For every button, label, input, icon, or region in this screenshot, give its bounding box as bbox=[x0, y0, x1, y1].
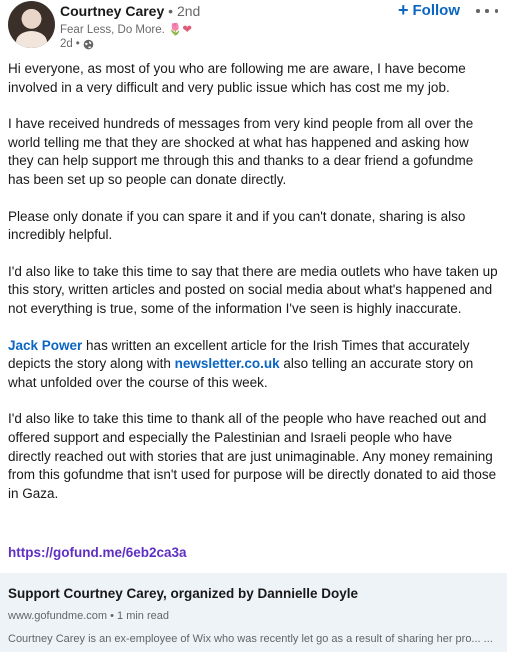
newsletter-link[interactable]: newsletter.co.uk bbox=[174, 356, 280, 372]
author-headline bbox=[60, 22, 192, 36]
avatar-figure bbox=[16, 31, 47, 48]
post-time[interactable]: 2d bbox=[60, 38, 73, 50]
headline-emojis: 🌷❤ bbox=[168, 24, 192, 36]
post-body bbox=[8, 60, 498, 521]
card-description: Courtney Carey is an ex-employee of Wix who was recently let go as a result of sharing her pro... ... bbox=[8, 633, 493, 645]
author-name[interactable]: Courtney Carey bbox=[60, 3, 165, 19]
post-paragraph-4: I'd also like to take this time to say that there are media outlets who have taken up this story, written articles and posted on social media about what's happened and not everything is true, some of the information I've seen is highly inaccurate. bbox=[8, 263, 498, 316]
globe-icon bbox=[83, 39, 94, 50]
connection-degree: 2nd bbox=[176, 3, 201, 19]
headline-text: Fear Less, Do More. bbox=[60, 24, 165, 36]
author-line bbox=[60, 3, 200, 19]
post-paragraph-6: I'd also like to take this time to thank all of the people who have reached out and offered support and especially the Palestinian and Israeli people who have directly reached out with stories that are just unimaginable. Any money remaining from this gofundme that isn't used for purpose will be directly donated to aid those in Gaza. bbox=[8, 411, 497, 501]
plus-icon: + bbox=[398, 0, 409, 20]
follow-button[interactable] bbox=[398, 1, 460, 19]
ellipsis-icon bbox=[476, 9, 480, 13]
gofundme-link[interactable]: https://gofund.me/6eb2ca3a bbox=[8, 545, 187, 560]
mention-link[interactable]: Jack Power bbox=[8, 337, 83, 353]
more-options-button[interactable] bbox=[476, 2, 498, 20]
post-paragraph-3: Please only donate if you can spare it and if you can't donate, sharing is also incredibly helpful. bbox=[8, 208, 466, 243]
post-header bbox=[0, 0, 507, 56]
avatar[interactable] bbox=[8, 1, 55, 48]
card-read-time: 1 min read bbox=[117, 610, 170, 622]
degree-separator: • bbox=[168, 3, 174, 19]
post-paragraph-2: I have received hundreds of messages from very kind people from all over the world telling me that they are shocked at what has happened and asking how they can help support me through this and thanks to a dear friend a gofundme has been set up so people can donate directly. bbox=[8, 116, 474, 187]
post-paragraph-1: Hi everyone, as most of you who are following me are aware, I have become involved in a very difficult and very public issue which has cost me my job. bbox=[8, 61, 466, 95]
ellipsis-icon-dot bbox=[495, 9, 499, 13]
card-meta bbox=[8, 610, 169, 622]
meta-separator: • bbox=[75, 38, 80, 50]
post-meta bbox=[60, 38, 94, 50]
follow-label: Follow bbox=[412, 1, 461, 19]
paragraph-5-text-b: also telling an accurate story on what unfolded over the course of this week. bbox=[8, 356, 474, 390]
card-separator: • bbox=[110, 610, 114, 622]
paragraph-5-text-a: has written an excellent article for the Irish Times that accurately depicts the story along with bbox=[8, 337, 470, 372]
card-domain: www.gofundme.com bbox=[8, 610, 108, 622]
link-preview-card[interactable] bbox=[0, 573, 507, 652]
card-title[interactable]: Support Courtney Carey, organized by Dannielle Doyle bbox=[8, 586, 359, 601]
ellipsis-icon-dot bbox=[485, 9, 489, 13]
post-paragraph-5 bbox=[8, 337, 498, 393]
